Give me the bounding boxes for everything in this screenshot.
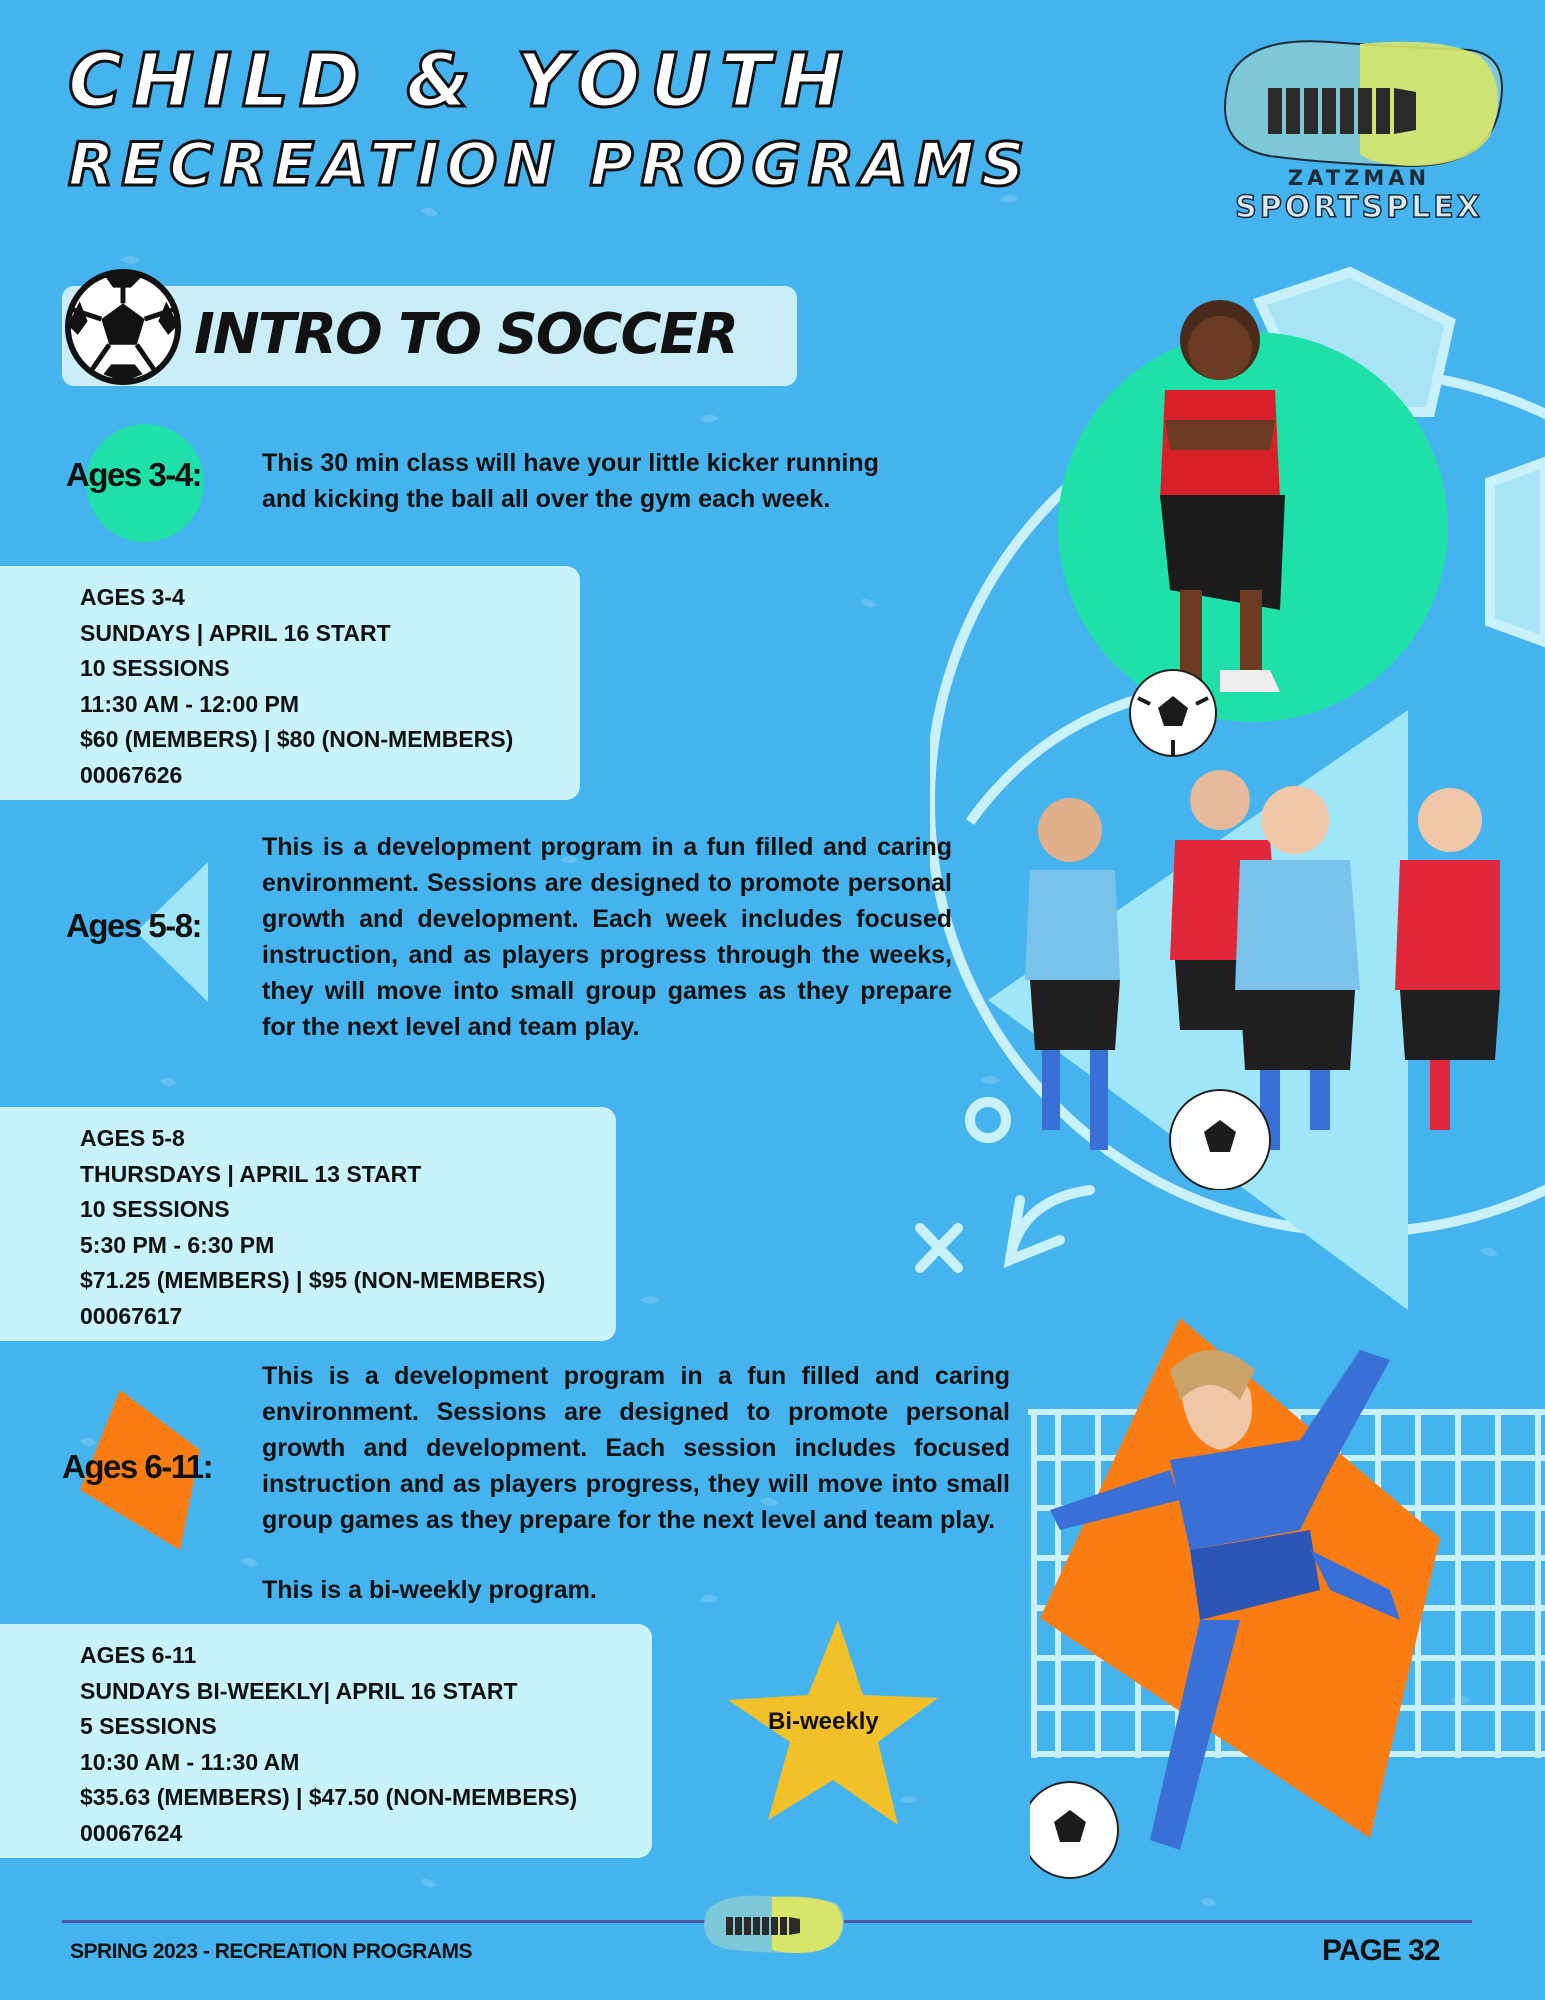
footer-season: SPRING 2023 - RECREATION PROGRAMS xyxy=(70,1940,473,1963)
info-time: 10:30 AM - 11:30 AM xyxy=(80,1748,300,1775)
bi-weekly-badge: Bi-weekly xyxy=(768,1708,879,1735)
footer-logo xyxy=(698,1893,846,1955)
program-description-3-4: This 30 min class will have your little kicker running and kicking the ball all over the gym each week. xyxy=(262,449,879,513)
info-schedule: SUNDAYS BI-WEEKLY| APRIL 16 START xyxy=(80,1677,518,1704)
info-code: 00067617 xyxy=(80,1302,183,1329)
logo-text-zatzman: ZATZMAN xyxy=(1287,166,1431,190)
info-price: $35.63 (MEMBERS) | $47.50 (NON-MEMBERS) xyxy=(80,1784,578,1810)
info-code: 00067624 xyxy=(80,1819,183,1846)
girl-ball xyxy=(1128,668,1218,758)
program-info-box-3-4 xyxy=(0,566,580,800)
info-time: 5:30 PM - 6:30 PM xyxy=(80,1231,275,1258)
age-label-3-4: Ages 3-4: xyxy=(66,456,202,493)
soccer-ball-icon xyxy=(64,268,182,386)
page-number: PAGE 32 xyxy=(1322,1934,1440,1967)
program-description-5-8: This is a development program in a fun filled and caring environment. Sessions are designed to promote personal growth and development. Each week includes focused instruction, and as players progress through the weeks, they will move into small group games as they prepare for the next level and team play. xyxy=(262,833,952,1041)
girl-kicking-photo xyxy=(1030,1330,1440,1900)
info-time: 11:30 AM - 12:00 PM xyxy=(80,690,300,717)
info-age: AGES 6-11 xyxy=(80,1642,197,1668)
info-age: AGES 3-4 xyxy=(80,584,185,610)
page-subtitle: RECREATION PROGRAMS xyxy=(68,130,1032,200)
section-banner xyxy=(62,286,797,386)
info-sessions: 5 SESSIONS xyxy=(80,1713,217,1739)
age-label-5-8: Ages 5-8: xyxy=(66,907,202,944)
program-info-box-5-8 xyxy=(0,1107,616,1341)
program-info-box-6-11 xyxy=(0,1624,652,1858)
info-schedule: THURSDAYS | APRIL 13 START xyxy=(80,1160,422,1187)
info-code: 00067626 xyxy=(80,761,183,788)
logo-text-sportsplex: SPORTSPLEX xyxy=(1235,190,1483,225)
page-title: CHILD & YOUTH xyxy=(68,38,853,124)
program-biweekly-note: This is a bi-weekly program. xyxy=(262,1576,597,1604)
info-sessions: 10 SESSIONS xyxy=(80,1196,230,1222)
info-price: $60 (MEMBERS) | $80 (NON-MEMBERS) xyxy=(80,726,514,752)
section-title: INTRO TO SOCCER xyxy=(194,302,737,367)
info-age: AGES 5-8 xyxy=(80,1125,185,1151)
info-schedule: SUNDAYS | APRIL 16 START xyxy=(80,619,391,646)
kids-running-photo xyxy=(1000,760,1500,1190)
program-description-6-11: This is a development program in a fun filled and caring environment. Sessions are designed to promote personal growth and development. Each session includes focused instruction and as players progress, they will move into small group games as they prepare for the next level and team play. xyxy=(262,1362,1010,1534)
age-label-6-11: Ages 6-11: xyxy=(62,1448,213,1485)
info-price: $71.25 (MEMBERS) | $95 (NON-MEMBERS) xyxy=(80,1267,546,1293)
info-sessions: 10 SESSIONS xyxy=(80,655,230,681)
